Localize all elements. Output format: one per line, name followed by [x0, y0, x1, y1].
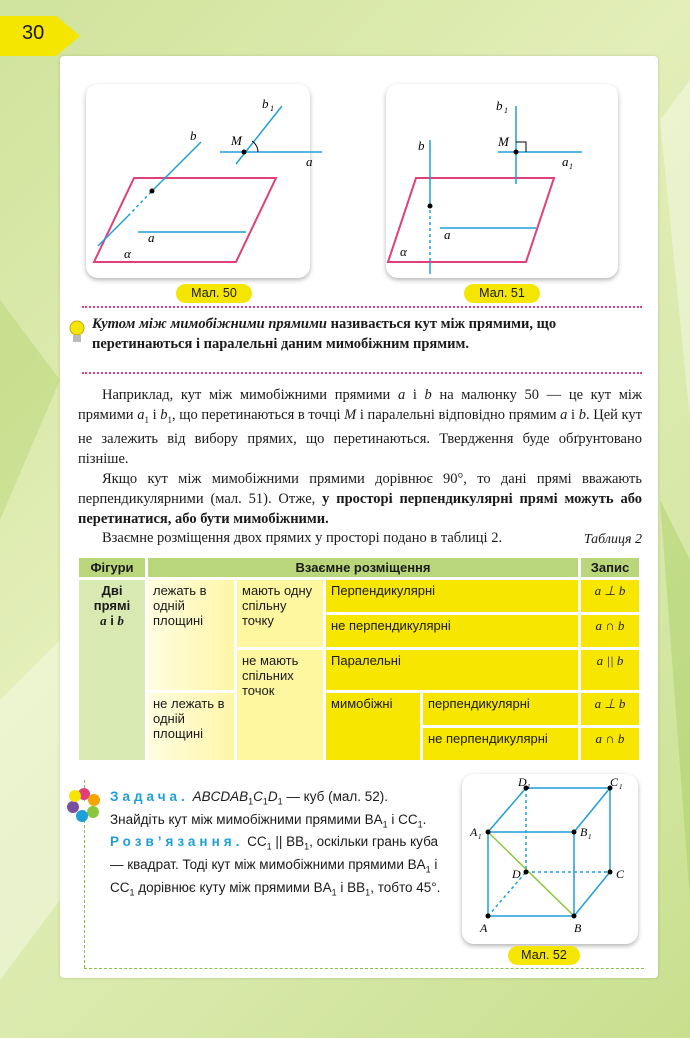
record-cap: a ∩ b — [581, 615, 639, 647]
figure-52-caption: Мал. 52 — [508, 946, 580, 965]
divider-bottom — [82, 372, 642, 374]
record-skew-perp: a ⊥ b — [581, 693, 639, 725]
figure-50-caption: Мал. 50 — [176, 284, 252, 303]
figure-52-drawing — [462, 774, 638, 944]
figure-52-card — [462, 774, 638, 944]
point-M — [514, 150, 519, 155]
definition-block — [92, 314, 642, 354]
header-figures: Фігури — [79, 558, 145, 577]
label-b1: b — [262, 96, 269, 111]
page-number-tab — [0, 16, 80, 56]
cell-perp: Перпендикулярні — [326, 580, 578, 612]
intersection-point — [150, 189, 155, 194]
figure-51-drawing — [386, 84, 618, 278]
record-perp: a ⊥ b — [581, 580, 639, 612]
svg-text:1: 1 — [527, 783, 531, 791]
figure-50-drawing — [86, 84, 313, 278]
cell-skew: мимобіжні — [326, 693, 420, 760]
header-record: Запис — [581, 558, 639, 577]
label-B1: B — [580, 825, 588, 839]
line-b-hidden — [128, 192, 151, 216]
edge-BC — [574, 872, 610, 916]
label-M: M — [231, 133, 242, 148]
cell-one-plane: лежать в одній площині — [148, 580, 234, 690]
relations-table — [76, 555, 642, 763]
task-label: Задача. — [110, 789, 189, 804]
cell-no-common: не мають спільних точок — [237, 650, 323, 760]
task-text-1: ABCDA — [188, 789, 240, 804]
figure-50-card — [86, 84, 313, 278]
label-A1: A — [470, 825, 478, 839]
label-M: M — [498, 134, 509, 149]
cell-have-common: мають одну спільну точку — [237, 580, 323, 647]
main-text — [78, 386, 642, 549]
label-D: D — [512, 867, 521, 881]
intersection-point — [428, 204, 433, 209]
paragraph-3: Взаємне розміщення двох прямих у просторі подано в таблиці 2. — [102, 530, 503, 547]
label-a1-sub: 1 — [569, 162, 573, 171]
divider-top — [82, 306, 642, 308]
line-b-upper — [151, 142, 201, 192]
plane-alpha — [94, 178, 276, 262]
cell-parallel: Паралельні — [326, 650, 578, 690]
svg-text:1: 1 — [478, 833, 482, 841]
label-alpha: α — [124, 246, 131, 261]
cell-two-lines: Дві прямі a і b — [79, 580, 145, 760]
svg-text:1: 1 — [588, 833, 592, 841]
cell-not-perp: не перпендикулярні — [326, 615, 578, 647]
label-b1: b — [496, 98, 503, 113]
paragraph-2: Якщо кут між мимобіжними прямими дорівнює 90°, то дані прямі вважають перпендикулярними (мал. 51). Отже, у просторі перпендикулярні прямі можуть або перетинатися, або бути мимобіжними. — [78, 471, 642, 527]
point-M — [242, 150, 247, 155]
plane-alpha — [388, 178, 554, 262]
cell-skew-perp: перпендикулярні — [423, 693, 578, 725]
figure-51-card — [386, 84, 618, 278]
definition-term: Кутом між мимобіжними прямими — [92, 316, 327, 332]
label-b1-sub: 1 — [504, 106, 508, 115]
diagonal-A1B — [488, 832, 574, 916]
label-b1-sub: 1 — [270, 104, 274, 113]
cell-not-one-plane: не лежать в одній площині — [148, 693, 234, 760]
figure-51-caption: Мал. 51 — [464, 284, 540, 303]
flower-icon — [66, 786, 102, 822]
cell-skew-not-perp: не перпендикулярні — [423, 728, 578, 760]
label-a: a — [444, 227, 451, 242]
label-D1: D — [518, 775, 527, 789]
svg-text:1: 1 — [619, 783, 623, 791]
label-alpha: α — [400, 244, 407, 259]
header-relation: Взаємне розміщення — [148, 558, 578, 577]
table-caption: Таблиця 2 — [583, 532, 642, 547]
record-skew-not-perp: a ∩ b — [581, 728, 639, 760]
edge-A1D1 — [488, 788, 526, 832]
task-text-2: — куб (мал. 52). Знайдіть кут між мимобіжними прямими BA — [110, 789, 389, 827]
solution-label: Розв’язання. — [110, 834, 244, 850]
record-parallel: a || b — [581, 650, 639, 690]
label-b: b — [190, 128, 197, 143]
label-a1: a — [306, 154, 313, 169]
label-B: B — [574, 921, 582, 935]
task-border-bottom — [84, 968, 644, 969]
definition-text: називається кут між прямими, що перетинаються і паралельні даним мимобіжним прямим. — [92, 316, 557, 352]
label-a1: a — [562, 154, 569, 169]
label-A: A — [480, 921, 488, 935]
task-block: Задача. $ABCDAB_1C_1D_1$ — куб (мал. 52). Знайдіть кут між мимобіжними прямими $BA_1$ і $CC_1$. Розв’язання. $CC_1$ || $BB_1$, оскільки грань куба — квадрат. Тоді кут між мимобіжними прямими $BA_1$ і $CC_1$ дорівнює куту між прямими $BA_1$ і $BB_1$, тобто 45°. — [110, 789, 441, 898]
paragraph-1: Наприклад, кут між мимобіжними прямими a і b на малюнку 50 — це кут між прямими $a_1$ і $b_1$, що перетинаються в точці M і паралельні відповідно прямим a і b. Цей кут не залежить від вибору прямих, що перетинаються. Твердження буде обґрунтовано пізніше. — [78, 387, 642, 468]
label-a: a — [148, 230, 155, 245]
label-C1: C — [610, 775, 619, 789]
label-b: b — [418, 138, 425, 153]
page-number: 30 — [22, 22, 45, 44]
lightbulb-icon — [66, 318, 88, 348]
label-C: C — [616, 867, 625, 881]
line-b1 — [236, 106, 282, 164]
